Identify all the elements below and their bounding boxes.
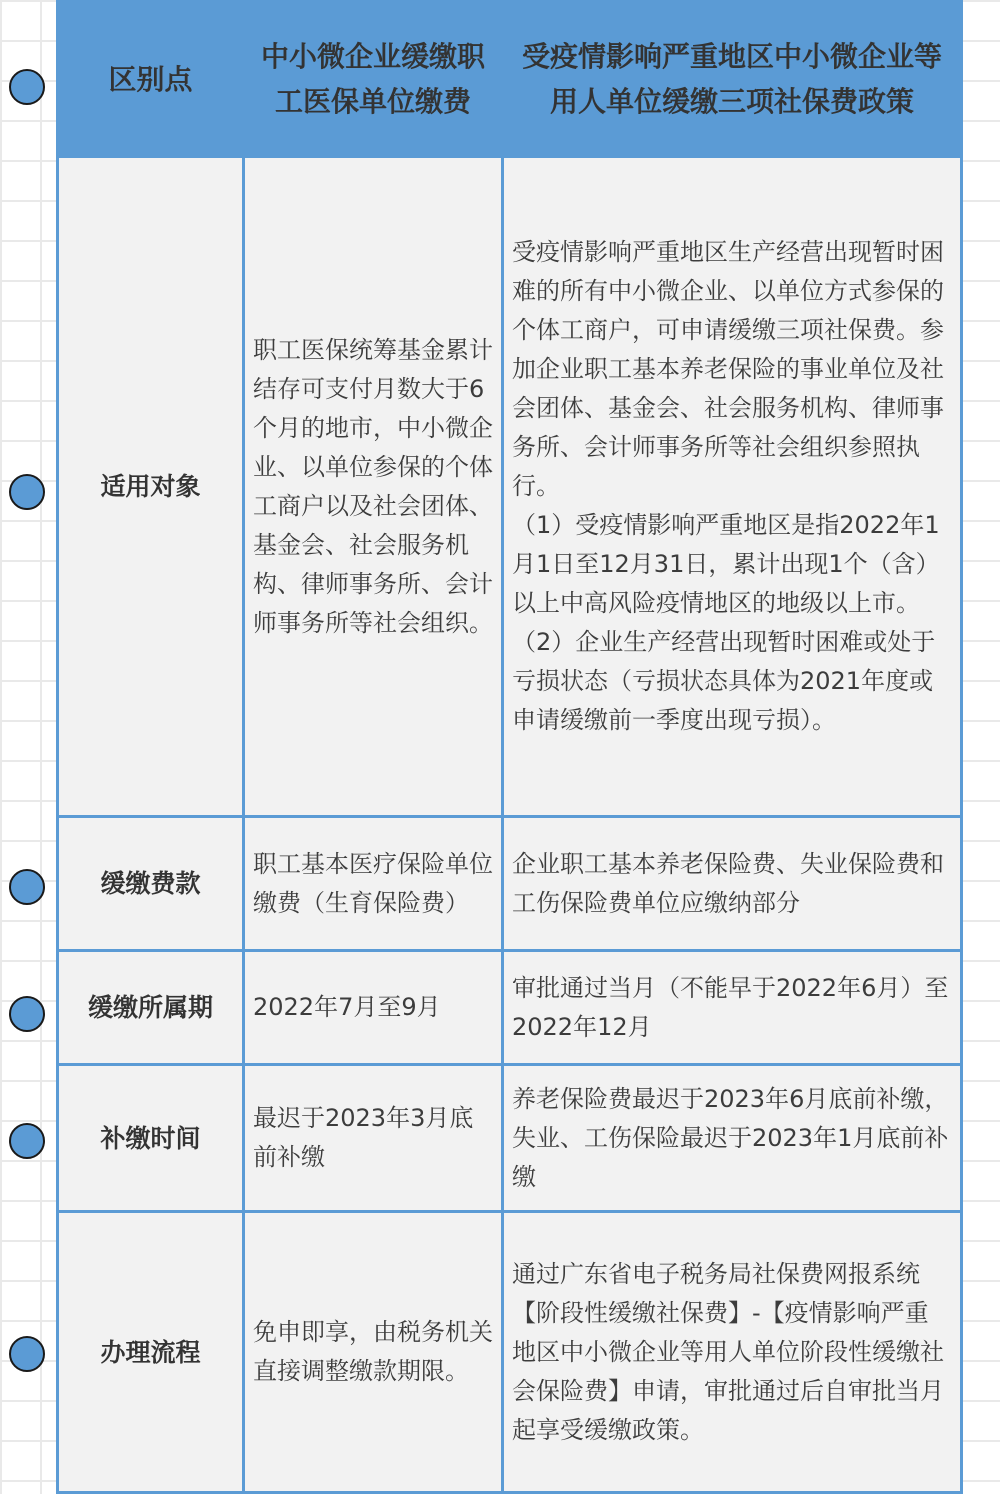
policy-comparison-table [56,0,963,1494]
ring-dot-row-4 [9,1123,45,1159]
ring-dot-row-3 [9,996,45,1032]
ring-dot-header [9,69,45,105]
header-three-insurance-policy: 受疫情影响严重地区中小微企业等用人单位缓缴三项社保费政策 [503,2,962,157]
table-row [58,817,962,951]
row-label-applicable-targets: 适用对象 [58,157,244,817]
ring-dot-row-5 [9,1336,45,1372]
table-row [58,951,962,1065]
table-header-row [58,2,962,157]
row-label-deferral-period: 缓缴所属期 [58,951,244,1065]
cell-three-insurance-applicable-targets: 受疫情影响严重地区生产经营出现暂时困难的所有中小微企业、以单位方式参保的个体工商户，可申请缓缴三项社保费。参加企业职工基本养老保险的事业单位及社会团体、基金会、社会服务机构、律师事务所、会计师事务所等社会组织参照执行。 （1）受疫情影响严重地区是指2022年1月1日至12月31日，累计出现1个（含）以上中高风险疫情地区的地级以上市。 （2）企业生产经营出现暂时困难或处于亏损状态（亏损状态具体为2021年度或申请缓缴前一季度出现亏损）。 [503,157,962,817]
row-label-repayment-time: 补缴时间 [58,1065,244,1212]
cell-medical-deferral-period: 2022年7月至9月 [244,951,503,1065]
header-medical-insurance-policy: 中小微企业缓缴职工医保单位缴费 [244,2,503,157]
cell-three-insurance-repayment-time: 养老保险费最迟于2023年6月底前补缴，失业、工伤保险最迟于2023年1月底前补缴 [503,1065,962,1212]
table-row [58,1065,962,1212]
cell-medical-procedure: 免申即享，由税务机关直接调整缴款期限。 [244,1212,503,1493]
row-label-deferred-fees: 缓缴费款 [58,817,244,951]
cell-three-insurance-deferred-fees: 企业职工基本养老保险费、失业保险费和工伤保险费单位应缴纳部分 [503,817,962,951]
cell-medical-applicable-targets: 职工医保统筹基金累计结存可支付月数大于6个月的地市，中小微企业、以单位参保的个体工商户以及社会团体、基金会、社会服务机构、律师事务所、会计师事务所等社会组织。 [244,157,503,817]
ring-dot-row-2 [9,869,45,905]
cell-medical-deferred-fees: 职工基本医疗保险单位缴费（生育保险费） [244,817,503,951]
cell-medical-repayment-time: 最迟于2023年3月底前补缴 [244,1065,503,1212]
row-label-procedure: 办理流程 [58,1212,244,1493]
comparison-card [56,0,960,1493]
header-difference: 区别点 [58,2,244,157]
cell-three-insurance-procedure: 通过广东省电子税务局社保费网报系统【阶段性缓缴社保费】-【疫情影响严重地区中小微企业等用人单位阶段性缓缴社会保险费】申请，审批通过后自审批当月起享受缓缴政策。 [503,1212,962,1493]
table-row [58,1212,962,1493]
table-row [58,157,962,817]
cell-three-insurance-deferral-period: 审批通过当月（不能早于2022年6月）至2022年12月 [503,951,962,1065]
ring-dot-row-1 [9,474,45,510]
